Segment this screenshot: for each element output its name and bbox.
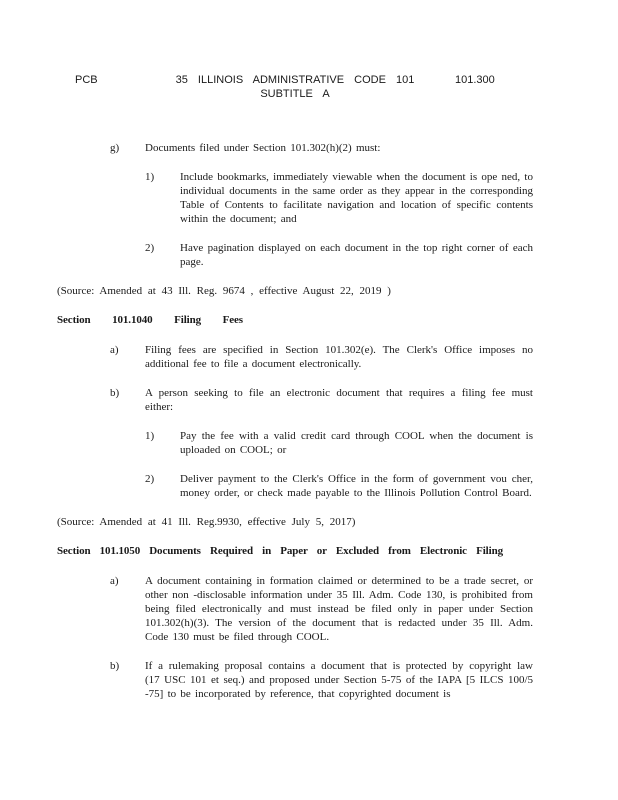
header-title: 35 ILLINOIS ADMINISTRATIVE CODE 101: [175, 74, 415, 86]
header-section-number: 101.300: [455, 74, 495, 86]
clause-label: b): [110, 660, 120, 672]
subclause-text: Deliver payment to the Clerk's Office in the form of government vou cher, money order, or check made payable to the Illinois Pollution Control Board.: [180, 473, 533, 499]
clause-text: Documents filed under Section 101.302(h)(2) must:: [145, 142, 381, 154]
clause-label: g): [110, 142, 120, 154]
page-header: [0, 73, 618, 103]
clause-a: [57, 574, 533, 644]
subclause-text: Include bookmarks, immediately viewable when the document is ope ned, to individual documents in the same order as they appear in the corresponding Table of Contents to facilitate navigation and location of specific contents within the document; and: [180, 171, 533, 225]
subclause-text: Have pagination displayed on each document in the top right corner of each page.: [180, 242, 533, 268]
subclause-label: 1): [145, 430, 155, 442]
clause-label: b): [110, 387, 120, 399]
clause-b: [57, 386, 533, 414]
subclause-2: [57, 472, 533, 500]
header-subtitle: SUBTITLE A: [260, 88, 330, 100]
subclause-label: 2): [145, 473, 155, 485]
clause-text: A person seeking to file an electronic document that requires a filing fee must either:: [145, 387, 533, 413]
section-heading-101-1040: Section 101.1040 Filing Fees: [57, 314, 243, 326]
clause-text: A document containing in formation claimed or determined to be a trade secret, or other non -disclosable information under 35 Ill. Adm. Code 130, is prohibited from being filed electronically and must instead be filed only in paper under Section 101.302(h)(3). The version of the document that is redacted under 35 Ill. Adm. Code 130 must be filed through COOL.: [145, 575, 533, 643]
subclause-2: [57, 241, 533, 269]
subclause-text: Pay the fee with a valid credit card through COOL when the document is uploaded on COOL; or: [180, 430, 533, 456]
clause-label: a): [110, 575, 119, 587]
subclause-label: 2): [145, 242, 155, 254]
subclause-1: [57, 429, 533, 457]
clause-text: If a rulemaking proposal contains a document that is protected by copyright law (17 USC 101 et seq.) and proposed under Section 5-75 of the IAPA [5 ILCS 100/5 -75] to be incorporated by reference, that copyrighted document is: [145, 660, 533, 700]
clause-text: Filing fees are specified in Section 101.302(e). The Clerk's Office imposes no additional fee to file a document electronically.: [145, 344, 533, 370]
clause-b: [57, 659, 533, 701]
header-doc-code: PCB: [75, 74, 98, 86]
source-note: (Source: Amended at 41 Ill. Reg.9930, effective July 5, 2017): [57, 516, 356, 528]
clause-label: a): [110, 344, 119, 356]
clause-g: [57, 141, 533, 155]
section-heading-101-1050: Section 101.1050 Documents Required in Paper or Excluded from Electronic Filing: [57, 545, 503, 557]
clause-a: [57, 343, 533, 371]
source-note: (Source: Amended at 43 Ill. Reg. 9674 , effective August 22, 2019 ): [57, 285, 391, 297]
subclause-label: 1): [145, 171, 155, 183]
document-body: [57, 141, 533, 716]
subclause-1: [57, 170, 533, 226]
